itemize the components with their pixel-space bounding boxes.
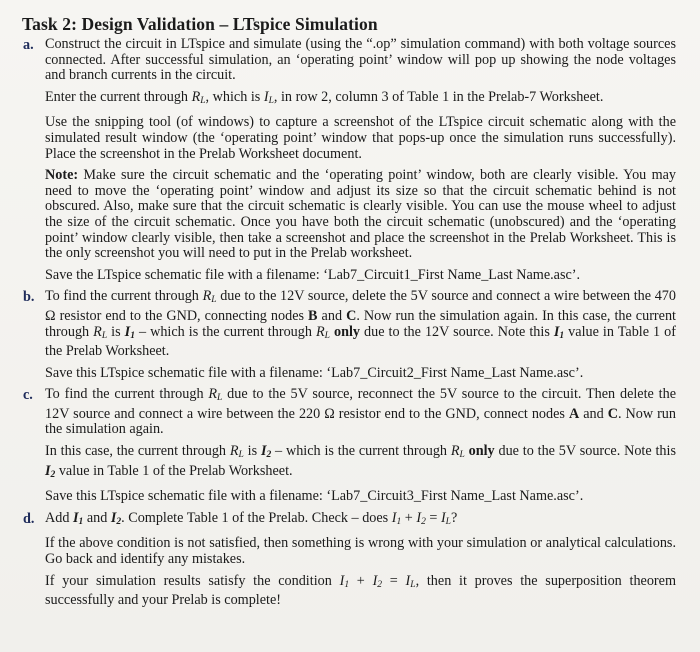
symbol-base: I [339,572,345,589]
symbol-base: I [110,509,117,526]
symbol-base: I [45,462,51,479]
symbol-il [264,89,274,105]
text-run: ? [450,509,458,526]
symbol-rl [192,89,206,105]
text-run: value in Table 1 of the Prelab Worksheet. [55,462,293,479]
symbol-subscript: L [324,330,330,341]
symbol-rl [203,288,217,304]
text-run: Add [45,509,73,526]
text-run: To find the current through [45,288,203,305]
step-a-paragraph-3: Use the snipping tool (of windows) to capture a screenshot of the LTspice circuit schematic along with the simulated result window (the ‘operating point’ window that pops-up once the simulation runs successfully). Place the screenshot in the Prelab Worksheet document. [45,114,676,162]
step-a-paragraph-2 [45,90,676,110]
text-run: value in Table 1 of the Prelab Worksheet. [45,323,676,360]
text-run: , in row 2, column 3 of Table 1 in the Prelab-7 Worksheet. [273,88,604,105]
text-run: – which is the current through [271,443,451,460]
text-run: due to the 5V source. Note this [494,443,676,460]
symbol-subscript: L [445,516,451,527]
text-run: . Complete Table 1 of the Prelab. Check – does [121,509,392,526]
task-steps-list [19,37,676,609]
symbol-base: I [124,323,131,340]
text-run: and [83,509,111,526]
symbol-i1 [125,324,135,340]
emphasis-only: only [329,323,360,340]
symbol-subscript: 1 [78,516,84,527]
equals-sign: = [425,509,441,526]
step-d-paragraph-1 [45,511,676,531]
symbol-base: R [93,323,102,340]
text-run: To find the current through [45,386,209,403]
symbol-base: R [191,88,201,105]
step-d-paragraph-3 [45,574,676,609]
step-b [19,289,676,381]
symbol-subscript: L [459,450,465,461]
symbol-rl [316,324,330,340]
symbol-subscript: L [410,579,416,590]
step-a-save-instruction: Save the LTspice schematic file with a filename: ‘Lab7_Circuit1_First Name_Last Name.asc’. [45,266,581,283]
text-run: due to the 12V source, delete the 5V source and connect a wire between the 470 Ω resistor end to the GND, connecting nodes [45,288,676,324]
symbol-rl [93,324,107,340]
text-run: is [243,443,261,460]
step-a-paragraph-1: Construct the circuit in LTspice and simulate (using the “.op” simulation command) with both voltage sources connected. After successful simulation, an ‘operating point’ window will pop up showing the node voltages and branch currents in the circuit. [45,36,676,84]
step-c-paragraph-2 [45,444,676,483]
symbol-base: I [553,323,560,340]
text-run: . Now run the simulation again. [45,405,676,438]
step-a-note [45,168,676,262]
symbol-base: I [405,572,411,589]
step-c [19,387,676,505]
note-label: Note: [45,167,79,184]
text-run: and [579,405,608,422]
symbol-subscript: L [211,295,217,306]
text-run: due to the 5V source, reconnect the 5V source to the circuit. Then delete the 12V source and connect a wire between the 220 Ω resistor end to the GND, connect nodes [45,386,676,422]
symbol-subscript: 2 [116,516,122,527]
text-run: , then it proves the superposition theorem successfully and your Prelab is complete! [45,572,676,609]
symbol-subscript: L [268,95,274,106]
symbol-base: R [315,323,325,340]
step-b-letter: b. [23,289,35,306]
symbol-i2 [261,443,271,459]
step-b-save-instruction: Save this LTspice schematic file with a filename: ‘Lab7_Circuit2_First Name_Last Name.asc’. [45,364,584,381]
step-d-paragraph-2: If the above condition is not satisfied, then something is wrong with your simulation or analytical calculations. Go back and identify any mistakes. [45,535,676,568]
symbol-base: I [440,509,446,526]
symbol-subscript: 2 [266,450,272,461]
note-text: Make sure the circuit schematic and the ‘operating point’ window, both are clearly visible. You may need to move the ‘operating point’ window and adjust its size so that the circuit schematic behind is not obscured. Also, make sure that the circuit schematic is clearly visible. You can use the mouse wheel to adjust the size of the circuit schematic. Once you have both the circuit schematic (unobscured) and the ‘operating point’ window clearly visible, then take a screenshot and place the screenshot in the Prelab Worksheet. This is the only screenshot you will need to put in the Prelab worksheet. [45,167,676,262]
symbol-subscript: 2 [421,516,426,527]
plus-sign: + [401,509,417,526]
symbol-subscript: L [238,450,244,461]
text-run: In this case, the current through [45,443,230,460]
equals-sign: = [382,572,406,589]
text-run: , which is [205,88,264,105]
symbol-i2 [111,510,121,526]
symbol-rl [451,443,465,459]
symbol-i1 [554,324,564,340]
plus-sign: + [349,572,373,589]
text-run: If your simulation results satisfy the condition [45,572,340,589]
node-a-label: A [568,405,580,422]
step-b-paragraph-1 [45,289,676,359]
symbol-base: R [208,386,218,403]
symbol-i2 [45,463,55,479]
symbol-base: R [229,443,239,460]
symbol-base: R [450,443,460,460]
symbol-subscript: L [101,330,108,341]
node-c-label: C [607,405,618,422]
equation-superposition [340,573,416,589]
symbol-subscript: 1 [396,516,402,527]
step-c-save-instruction: Save this LTspice schematic file with a filename: ‘Lab7_Circuit3_First Name_Last Name.asc’. [45,488,584,505]
symbol-base: I [372,572,378,589]
node-b-label: B [308,307,318,324]
symbol-subscript: 2 [377,579,383,590]
text-run: is [107,323,125,340]
symbol-subscript: 1 [130,330,135,341]
step-d [19,511,676,609]
emphasis-only: only [464,443,495,460]
text-run: Enter the current through [45,88,192,105]
equation-superposition [392,510,451,526]
text-run: due to the 12V source. Note this [360,323,554,340]
symbol-base: I [260,443,267,460]
step-a-letter: a. [23,37,34,53]
step-c-paragraph-1 [45,387,676,438]
symbol-subscript: L [200,95,206,106]
text-run: . Now run the simulation again. In this case, the current through [45,307,676,340]
step-c-letter: c. [23,387,33,404]
step-d-letter: d. [23,510,35,527]
symbol-subscript: L [217,393,223,404]
symbol-base: I [72,509,79,526]
symbol-base: R [202,288,212,305]
text-run: and [317,307,347,324]
symbol-base: I [391,509,397,526]
task-title: Task 2: Design Validation – LTspice Simulation [22,14,378,34]
symbol-subscript: 1 [344,579,350,590]
symbol-rl [230,443,244,459]
text-run: – which is the current through [134,323,316,340]
symbol-rl [208,386,222,402]
symbol-subscript: 1 [559,330,565,341]
step-a [19,37,676,283]
symbol-i1 [73,510,83,526]
symbol-base: I [416,509,422,526]
node-c-label: C [346,307,357,324]
symbol-subscript: 2 [50,469,56,480]
symbol-base: I [263,88,269,105]
